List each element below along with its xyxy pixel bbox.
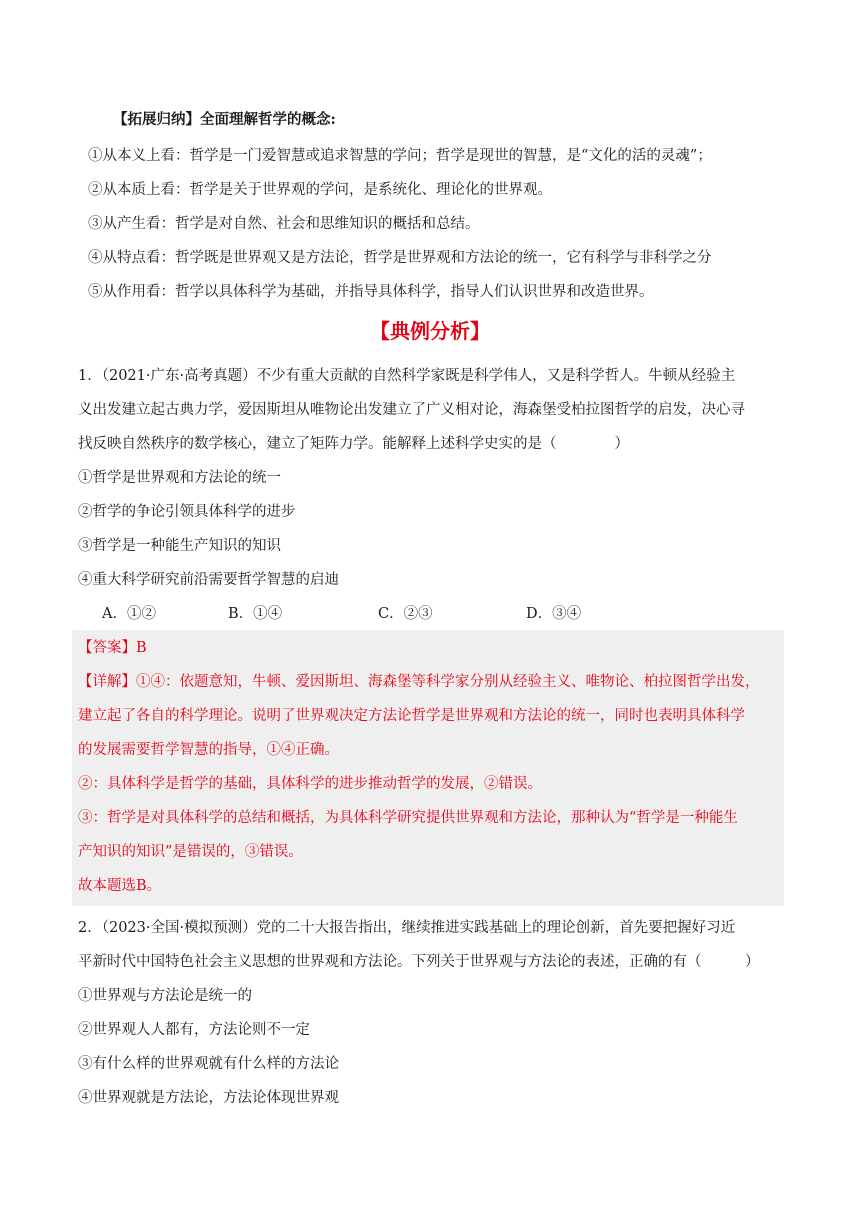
q2-option: ③有什么样的世界观就有什么样的方法论: [78, 1056, 339, 1072]
summary-item: ②从本质上看：哲学是关于世界观的学问，是系统化、理论化的世界观。: [88, 182, 552, 198]
q1-explanation-line: ③：哲学是对具体科学的总结和概括，为具体科学研究提供世界观和方法论，那种认为“哲学是一种能生: [78, 810, 738, 826]
q1-choice-a: A．①②: [102, 606, 156, 622]
q1-explanation-line: ②：具体科学是哲学的基础，具体科学的进步推动哲学的发展，②错误。: [78, 776, 542, 792]
q1-choice-b: B．①④: [228, 606, 283, 622]
q2-option: ④世界观就是方法论，方法论体现世界观: [78, 1090, 339, 1106]
summary-item: ⑤从作用看：哲学以具体科学为基础，并指导具体科学，指导人们认识世界和改造世界。: [88, 284, 654, 300]
q1-stem-line: 找反映自然秩序的数学核心，建立了矩阵力学。能解释上述科学史实的是（ ）: [78, 436, 629, 452]
section-title: 【典例分析】: [370, 319, 490, 343]
q1-explanation-line: 故本题选B。: [78, 878, 162, 894]
q2-option: ②世界观人人都有，方法论则不一定: [78, 1022, 310, 1038]
q1-choice-d: D．③④: [526, 606, 582, 622]
q1-answer: 【答案】B: [78, 640, 147, 656]
q1-choice-c: C．②③: [378, 606, 433, 622]
q1-option: ④重大科学研究前沿需要哲学智慧的启迪: [78, 572, 339, 588]
q1-option: ③哲学是一种能生产知识的知识: [78, 538, 281, 554]
q1-explanation-line: 【详解】①④：依题意知，牛顿、爱因斯坦、海森堡等科学家分别从经验主义、唯物论、柏拉图哲学出发，: [78, 674, 760, 690]
q1-explanation-line: 的发展需要哲学智慧的指导，①④正确。: [78, 742, 339, 758]
q2-stem-line: 平新时代中国特色社会主义思想的世界观和方法论。下列关于世界观与方法论的表述，正确的有（ ）: [78, 954, 760, 970]
q2-stem-line: 2．（2023·全国·模拟预测）党的二十大报告指出，继续推进实践基础上的理论创新，首先要把握好习近: [78, 920, 736, 936]
q1-stem-line: 义出发建立起古典力学，爱因斯坦从唯物论出发建立了广义相对论，海森堡受柏拉图哲学的启发，决心寻: [78, 402, 745, 418]
summary-heading: 【拓展归纳】全面理解哲学的概念:: [113, 111, 336, 128]
summary-item: ①从本义上看：哲学是一门爱智慧或追求智慧的学问；哲学是现世的智慧，是“文化的活的灵魂”；: [88, 148, 712, 164]
q1-option: ②哲学的争论引领具体科学的进步: [78, 504, 296, 520]
q2-option: ①世界观与方法论是统一的: [78, 988, 252, 1004]
q1-stem-line: 1．（2021·广东·高考真题）不少有重大贡献的自然科学家既是科学伟人，又是科学哲人。牛顿从经验主: [78, 368, 736, 384]
summary-item: ④从特点看：哲学既是世界观又是方法论，哲学是世界观和方法论的统一，它有科学与非科学之分: [88, 250, 712, 266]
q1-option: ①哲学是世界观和方法论的统一: [78, 470, 281, 486]
summary-item: ③从产生看：哲学是对自然、社会和思维知识的概括和总结。: [88, 216, 480, 232]
q1-explanation-line: 建立起了各自的科学理论。说明了世界观决定方法论哲学是世界观和方法论的统一，同时也表明具体科学: [78, 708, 745, 724]
q1-explanation-line: 产知识的知识”是错误的，③错误。: [78, 844, 303, 860]
